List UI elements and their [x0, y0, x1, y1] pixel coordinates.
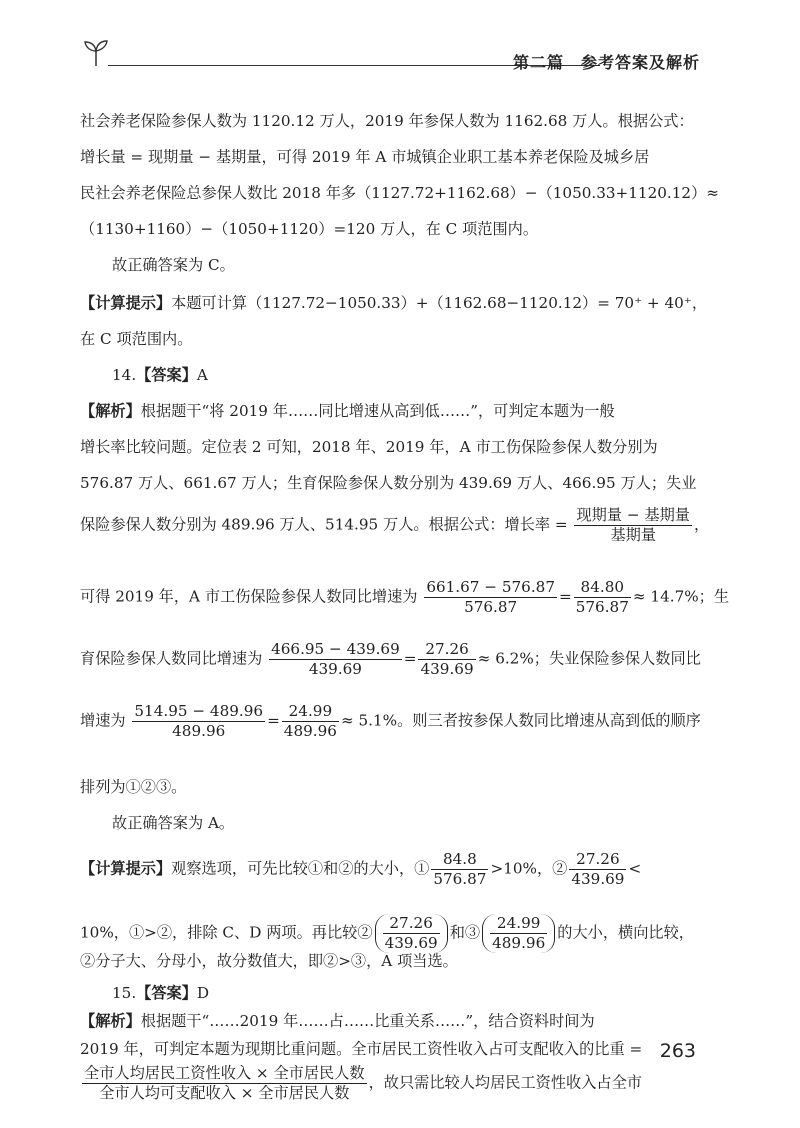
- fraction: [132, 702, 265, 741]
- denominator: 489.96: [283, 722, 337, 740]
- numerator: 27.26: [383, 914, 440, 934]
- growth-rate-formula: [574, 506, 692, 545]
- fraction: [569, 850, 626, 889]
- equals-sign: =: [558, 587, 572, 606]
- analysis-text: 根据题干“将 2019 年……同比增速从高到低……”，可判定本题为一般: [140, 402, 615, 420]
- denominator: 576.87: [433, 870, 487, 888]
- answer-tag: 【答案】: [136, 366, 197, 384]
- numerator: 84.8: [431, 850, 488, 870]
- numerator: 24.99: [282, 702, 339, 722]
- formula-line: [80, 506, 709, 545]
- proportion-formula: [82, 1064, 367, 1103]
- text-line: ②分子大、分母小，故分数值大，即②>③，A 项当选。: [80, 952, 458, 970]
- question-15-answer: [112, 980, 209, 1007]
- page-number: 263: [659, 1040, 696, 1062]
- answer-line: 故正确答案为 A。: [112, 814, 235, 832]
- calc-hint-line: [80, 850, 641, 889]
- denominator: 全市人均可支配收入 × 全市居民人数: [99, 1084, 350, 1102]
- analysis-text: 根据题干“……2019 年……占……比重关系……”，结合资料时间为: [140, 1012, 595, 1030]
- denominator: 439.69: [384, 934, 438, 952]
- denominator: 576.87: [464, 598, 518, 616]
- page-header: [78, 38, 700, 78]
- formula-text: 的大小，横向比较，: [557, 923, 694, 942]
- numerator: 514.95 − 489.96: [134, 702, 264, 720]
- denominator: 439.69: [308, 660, 362, 678]
- equals-sign: =: [267, 711, 280, 730]
- denominator: 576.87: [575, 598, 629, 616]
- numerator: 466.95 − 439.69: [271, 640, 400, 658]
- numerator: 27.26: [418, 640, 475, 660]
- answer-value: A: [196, 366, 208, 384]
- formula-line: [80, 640, 701, 679]
- analysis-line: [80, 398, 615, 425]
- formula-text: 保险参保人数分别为 489.96 万人、514.95 万人。根据公式：增长率 =: [80, 515, 568, 534]
- text-line: 2019 年，可判定本题为现期比重问题。全市居民工资性收入占可支配收入的比重 =: [80, 1040, 643, 1058]
- answer-tag: 【答案】: [136, 984, 197, 1002]
- numerator: 27.26: [569, 850, 626, 870]
- formula-text: ≈ 6.2%；失业保险参保人数同比: [477, 649, 701, 668]
- formula-text: 育保险参保人数同比增速为: [80, 649, 263, 668]
- numerator: 24.99: [490, 914, 547, 934]
- analysis-tag: 【解析】: [80, 402, 141, 420]
- parenthesized-fraction: [482, 914, 555, 953]
- text-line: 增长量 = 现期量 − 基期量，可得 2019 年 A 市城镇企业职工基本养老保险及城乡居: [80, 148, 650, 166]
- text-line: （1130+1160）−（1050+1120）=120 万人，在 C 项范围内。: [80, 220, 539, 238]
- formula-line: [80, 702, 701, 741]
- fraction: [424, 578, 557, 617]
- formula-line: [80, 1064, 642, 1103]
- sprout-icon: [82, 38, 110, 68]
- text-line: 在 C 项范围内。: [80, 330, 193, 348]
- formula-text: 可得 2019 年，A 市工伤保险参保人数同比增速为: [80, 587, 418, 606]
- question-number: 14.: [112, 366, 137, 384]
- question-number: 15.: [112, 984, 137, 1002]
- calc-hint-tag: 【计算提示】: [80, 859, 172, 878]
- formula-text: >10%，②: [490, 859, 568, 878]
- text-line: 民社会养老保险总参保人数比 2018 年多（1127.72+1162.68）−（1050.33+1120.12）≈: [80, 184, 719, 202]
- numerator: 661.67 − 576.87: [426, 578, 555, 596]
- analysis-tag: 【解析】: [80, 1012, 141, 1030]
- fraction: [269, 640, 402, 679]
- equals-sign: =: [403, 649, 417, 668]
- section-title: 第二篇 参考答案及解析: [512, 53, 700, 72]
- formula-text: 观察选项，可先比较①和②的大小，①: [171, 859, 430, 878]
- formula-text: ≈ 14.7%；生: [632, 587, 730, 606]
- fraction: [574, 578, 631, 617]
- text-line: 社会养老保险参保人数为 1120.12 万人，2019 年参保人数为 1162.68 万人。根据公式：: [80, 112, 694, 130]
- formula-text: 和③: [449, 923, 481, 942]
- text-line: 576.87 万人、661.67 万人；生育保险参保人数分别为 439.69 万人、466.95 万人；失业: [80, 474, 697, 492]
- fraction: [418, 640, 475, 679]
- numerator: 现期量 − 基期量: [576, 506, 690, 524]
- analysis-line: [80, 1008, 595, 1035]
- fraction: [490, 914, 547, 953]
- denominator: 489.96: [172, 722, 226, 740]
- numerator: 84.80: [574, 578, 631, 598]
- answer-value: D: [196, 984, 210, 1002]
- text-line: 增长率比较问题。定位表 2 可知，2018 年、2019 年，A 市工伤保险参保人数分别为: [80, 438, 658, 456]
- text-line: 排列为①②③。: [80, 778, 187, 796]
- answer-line: 故正确答案为 C。: [112, 256, 235, 274]
- calc-hint-text: 本题可计算（1127.72−1050.33）+（1162.68−1120.12）= 70⁺ + 40⁺，: [171, 294, 708, 312]
- calc-hint-tag: 【计算提示】: [80, 294, 172, 312]
- fraction: [431, 850, 488, 889]
- formula-text: <: [628, 859, 642, 878]
- denominator: 439.69: [571, 870, 625, 888]
- denominator: 489.96: [492, 934, 546, 952]
- calc-hint-line: [80, 290, 707, 317]
- formula-text: ≈ 5.1%。则三者按参保人数同比增速从高到低的顺序: [340, 711, 701, 730]
- formula-text: 增速为: [80, 711, 126, 730]
- formula-text: ，故只需比较人均居民工资性收入占全市: [368, 1073, 642, 1092]
- formula-line: [80, 578, 729, 617]
- denominator: 基期量: [610, 526, 656, 544]
- question-14-answer: [112, 362, 208, 389]
- numerator: 全市人均居民工资性收入 × 全市居民人数: [84, 1064, 365, 1082]
- formula-text: ，: [693, 515, 710, 534]
- denominator: 439.69: [420, 660, 474, 678]
- formula-text: 10%，①>②，排除 C、D 两项。再比较②: [80, 923, 373, 942]
- fraction: [282, 702, 339, 741]
